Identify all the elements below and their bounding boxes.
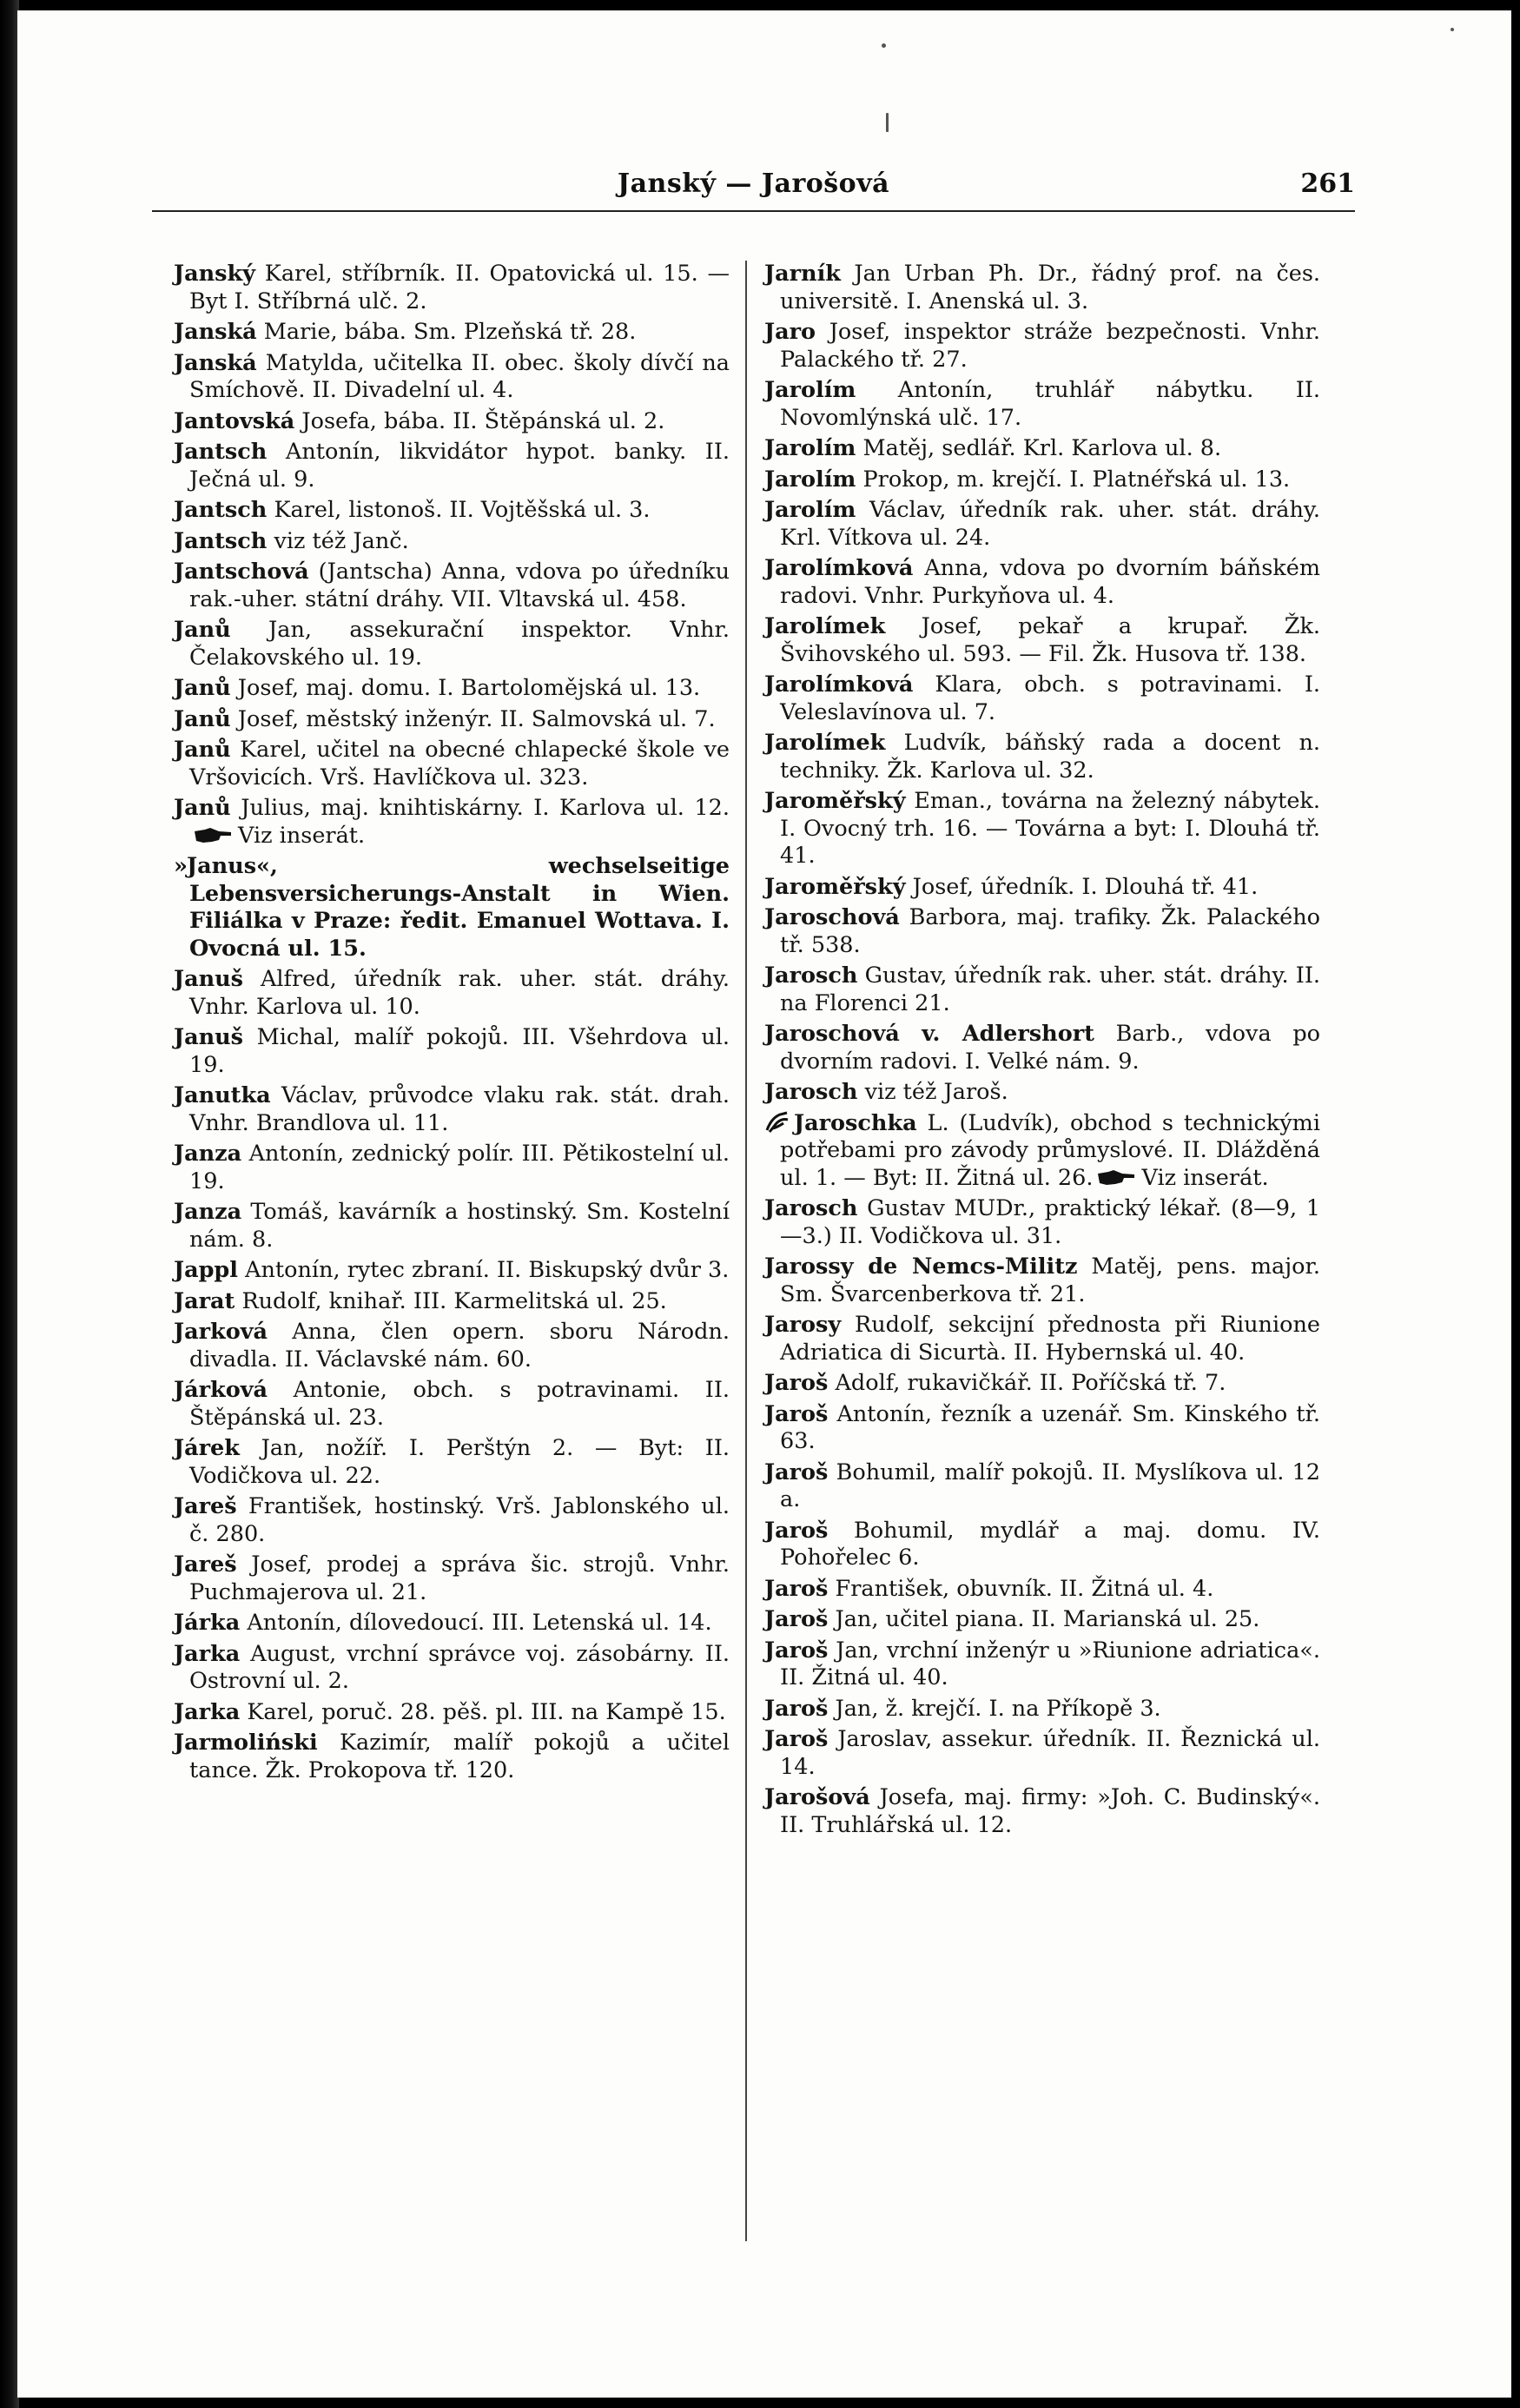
entry-details: Antonín, dílovedoucí. III. Letenská ul. 14. [247,1610,712,1636]
entry-details: Karel, poruč. 28. pěš. pl. III. na Kampě 15. [247,1698,726,1725]
directory-entry [174,1199,730,1254]
entry-details: Antonie, obch. s potravinami. II. Štěpánská ul. 23. [189,1377,730,1431]
entry-details: Josef, maj. domu. I. Bartolomějská ul. 13. [237,675,701,701]
entry-surname: Janská [174,349,257,376]
directory-entry [174,1730,730,1784]
entry-surname: Jarka [174,1640,241,1667]
entry-surname: Járková [174,1377,268,1403]
entry-surname: Jaroš [764,1726,829,1752]
entry-surname: Jaro [764,319,816,345]
directory-entry [764,1079,1320,1107]
entry-details: Anna, člen opern. sboru Národn. divadla. II. Václavské nám. 60. [189,1319,730,1373]
entry-details: Antonín, truhlář nábytku. II. Novomlýnská ulč. 17. [780,377,1321,431]
entry-surname: Jarník [764,261,841,287]
entry-surname: Jaroměřský [764,873,906,900]
entry-surname: Janza [174,1141,242,1167]
entry-details: Klara, obch. s potravinami. I. Veleslavínova ul. 7. [780,671,1320,725]
directory-entry [764,1518,1320,1572]
directory-entry [764,1606,1320,1634]
entry-details: Antonín, řezník a uzenář. Sm. Kinského tř. 63. [780,1400,1320,1454]
directory-entry [174,261,730,315]
entry-details: Jan, učitel piana. II. Marianská ul. 25. [835,1606,1260,1632]
entry-surname: Jarolím [764,466,856,493]
directory-entry [174,1024,730,1079]
entry-details: Barb., vdova po dvorním radovi. I. Velké nám. 9. [780,1021,1321,1075]
directory-entry [174,1377,730,1432]
entry-details: Matěj, pens. major. Sm. Švarcenberkova tř. 21. [780,1254,1321,1307]
entry-details: Gustav, úředník rak. uher. stát. dráhy. II. na Florenci 21. [780,963,1320,1016]
directory-entry [174,1493,730,1548]
entry-details: Josef, prodej a správa šic. strojů. Vnhr. Puchmajerova ul. 21. [189,1551,730,1605]
entry-surname: Jarosch [764,1079,858,1105]
entry-surname: Jantsch [174,527,268,554]
directory-entry [174,1699,730,1727]
directory-entry [174,795,730,850]
directory-entry [174,1257,730,1285]
entry-details: Gustav MUDr., praktický lékař. (8—9, 1—3.) II. Vodičkova ul. 31. [780,1195,1320,1249]
left-column [174,261,730,1788]
entry-surname: Janská [174,319,257,345]
entry-surname: Jaroš [764,1695,829,1722]
directory-entry [764,1195,1320,1250]
directory-entry [764,1637,1320,1692]
entry-details: Josef, pekař a krupař. Žk. Švihovského ul. 593. — Fil. Žk. Husova tř. 138. [780,613,1321,667]
directory-entry [764,1784,1320,1839]
directory-entry [174,1551,730,1606]
entry-surname: Jaroš [764,1606,829,1632]
see-advert-note: Viz inserát. [1141,1164,1269,1191]
directory-entry [764,1401,1320,1456]
directory-entry [764,466,1320,494]
entry-surname: Jarosy [764,1312,842,1338]
directory-entry [174,528,730,556]
directory-entry [174,439,730,493]
entry-details: Eman., továrna na železný nábytek. I. Ovocný trh. 16. — Továrna a byt: I. Dlouhá tř. 41. [780,788,1320,869]
directory-entry [764,377,1320,432]
entry-surname: Jaroschová v. Adlershort [764,1021,1094,1047]
directory-entry [174,350,730,405]
entry-surname: Jarolím [764,377,856,403]
entry-surname: Janů [174,617,231,643]
running-head-title: Janský — Jarošová [617,169,890,199]
entry-details: Václav, úředník rak. uher. stát. dráhy. Krl. Vítkova ul. 24. [780,497,1320,551]
entry-surname: Jantsch [174,439,268,465]
directory-entry [174,1141,730,1195]
entry-details: Josefa, bába. II. Štěpánská ul. 2. [301,407,665,434]
directory-entry [174,1641,730,1696]
entry-details: viz též Jaroš. [864,1079,1008,1105]
entry-surname: Jaroměřský [764,788,906,814]
entry-details: Josefa, maj. firmy: »Joh. C. Budinský«. II. Truhlářská ul. 12. [780,1784,1320,1838]
directory-entry [764,497,1320,552]
entry-details: Josef, městský inženýr. II. Salmovská ul. 7. [237,705,716,732]
directory-entry [174,1435,730,1490]
entry-details: Jan, vrchní inženýr u »Riunione adriatica«. II. Žitná ul. 40. [780,1637,1320,1690]
see-advert-note: Viz inserát. [238,822,366,849]
directory-entry [174,853,730,963]
pointing-hand-icon [1096,1168,1136,1187]
entry-details: Rudolf, knihař. III. Karmelitská ul. 25. [241,1287,667,1314]
entry-details: Kazimír, malíř pokojů a učitel tance. Žk. Prokopova tř. 120. [189,1730,730,1783]
entry-surname: Jarka [174,1698,241,1725]
entry-surname: Janů [174,675,231,701]
directory-entry [764,1312,1320,1366]
entry-details: Václav, průvodce vlaku rak. stát. drah. Vnhr. Brandlova ul. 11. [189,1082,730,1136]
entry-details: Antonín, likvidátor hypot. banky. II. Ječná ul. 9. [189,439,730,493]
entry-surname: Jareš [174,1493,237,1519]
directory-entry [174,966,730,1021]
entry-details: Josef, úředník. I. Dlouhá tř. 41. [912,873,1259,900]
entry-surname: Jarošová [764,1784,870,1810]
entry-details: Bohumil, mydlář a maj. domu. IV. Pohořelec 6. [780,1517,1321,1571]
entry-surname: Jarolím [764,435,856,461]
entry-details: Tomáš, kavárník a hostinský. Sm. Kostelní nám. 8. [189,1199,730,1253]
entry-surname: Jantschová [174,559,309,585]
directory-entry [764,555,1320,610]
entry-surname: Jantsch [174,497,268,523]
entry-details: Jan, assekurační inspektor. Vnhr. Čelakovského ul. 19. [189,617,730,671]
entry-details: Josef, inspektor stráže bezpečnosti. Vnhr. Palackého tř. 27. [780,319,1320,373]
entry-surname: Jarolímková [764,555,914,581]
entry-surname: Jarossy de Nemcs-Militz [764,1254,1078,1280]
entry-surname: Janský [174,261,255,287]
directory-entry [764,730,1320,784]
entry-surname: Janů [174,795,231,821]
entry-surname: Jaroš [764,1575,829,1602]
entry-details: Ludvík, báňský rada a docent n. techniky. Žk. Karlova ul. 32. [780,730,1320,784]
entry-surname: Jarolímek [764,613,886,639]
directory-entry [764,1726,1320,1781]
entry-surname: Jaroš [764,1370,829,1396]
entry-details: Adolf, rukavičkář. II. Poříčská tř. 7. [835,1370,1226,1396]
directory-entry [764,435,1320,463]
directory-entry [764,904,1320,959]
entry-surname: »Janus«, [174,853,278,879]
entry-details: Michal, malíř pokojů. III. Všehrdova ul. 19. [189,1024,730,1078]
entry-details: viz též Janč. [274,527,409,554]
entry-surname: Jaroš [764,1637,829,1664]
print-speck [882,43,886,48]
directory-entry [764,963,1320,1017]
entry-surname: Januš [174,1024,244,1050]
directory-entry [764,319,1320,374]
directory-entry [174,1288,730,1316]
entry-details: Antonín, zednický polír. III. Pětikostelní ul. 19. [189,1141,730,1194]
entry-details: wechselseitige Lebensversicherungs-Anstalt in Wien. Filiálka v Praze: ředit. Emanuel Wottava. I. Ovocná ul. 15. [189,853,730,962]
entry-surname: Jaroš [764,1517,829,1544]
right-column [764,261,1320,1842]
entry-surname: Jaroschová [764,904,900,930]
entry-details: Matěj, sedlář. Krl. Karlova ul. 8. [862,435,1222,461]
entry-details: Matylda, učitelka II. obec. školy dívčí na Smíchově. II. Divadelní ul. 4. [189,349,730,403]
directory-entry [174,737,730,791]
directory-entry [174,706,730,734]
entry-surname: Jaroš [764,1459,829,1485]
directory-entry [764,788,1320,870]
entry-details: Alfred, úředník rak. uher. stát. dráhy. Vnhr. Karlova ul. 10. [189,966,730,1020]
entry-details: Rudolf, sekcijní přednosta při Riunione Adriatica di Sicurtà. II. Hybernská ul. 40. [780,1312,1321,1366]
pointing-hand-icon [193,826,233,845]
entry-details: Prokop, m. krejčí. I. Platnéřská ul. 13. [862,466,1291,493]
directory-entry [174,497,730,525]
print-speck [886,113,889,132]
entry-details: August, vrchní správce voj. zásobárny. II. Ostrovní ul. 2. [189,1640,730,1694]
directory-entry [174,1319,730,1373]
print-speck [1451,28,1454,31]
entry-surname: Januš [174,966,244,992]
directory-entry [174,675,730,703]
telephone-mark-icon [764,1111,790,1134]
directory-entry [174,559,730,613]
directory-entry [764,671,1320,726]
entry-surname: Jarková [174,1319,268,1345]
entry-surname: Járek [174,1435,240,1461]
directory-entry [174,1082,730,1137]
entry-surname: Jantovská [174,407,295,434]
directory-entry [174,408,730,436]
entry-surname: Janutka [174,1082,271,1108]
entry-details: Jan Urban Ph. Dr., řádný prof. na čes. universitě. I. Anenská ul. 3. [780,261,1321,314]
entry-surname: Janů [174,737,231,763]
page-edge-shadow [0,0,19,2408]
entry-details: Julius, maj. knihtiskárny. I. Karlova ul. 12. [241,795,730,821]
entry-details: Karel, stříbrník. II. Opatovická ul. 15. — Byt I. Stříbrná ulč. 2. [189,261,730,314]
entry-details: Jaroslav, assekur. úředník. II. Řeznická ul. 14. [780,1726,1320,1780]
entry-details: Anna, vdova po dvorním báňském radovi. Vnhr. Purkyňova ul. 4. [780,555,1320,609]
directory-entry [764,1254,1320,1308]
entry-details: Jan, nožíř. I. Perštýn 2. — Byt: II. Vodičkova ul. 22. [189,1435,730,1489]
entry-surname: Jarosch [764,963,858,989]
entry-details: Antonín, rytec zbraní. II. Biskupský dvůr 3. [245,1257,730,1283]
page-number: 261 [1300,169,1355,199]
entry-surname: Jarosch [764,1195,858,1221]
entry-surname: Jaroš [764,1400,829,1427]
entry-details: František, obuvník. II. Žitná ul. 4. [835,1575,1214,1602]
directory-entry [764,1110,1320,1193]
entry-details: Barbora, maj. trafiky. Žk. Palackého tř. 538. [780,904,1320,958]
directory-entry [764,613,1320,668]
directory-entry [174,617,730,671]
entry-details: Bohumil, malíř pokojů. II. Myslíkova ul. 12 a. [780,1459,1320,1512]
directory-entry [764,1576,1320,1604]
directory-entry [764,1459,1320,1514]
directory-entry [764,1370,1320,1398]
directory-entry [764,261,1320,315]
column-divider [745,261,747,2241]
entry-details: (Jantscha) Anna, vdova po úředníku rak.-uher. státní dráhy. VII. Vltavská ul. 458. [189,559,730,612]
entry-surname: Jarolímková [764,671,914,698]
directory-entry [174,1610,730,1637]
directory-entry [764,1021,1320,1075]
entry-surname: Janů [174,705,231,732]
entry-details: L. (Ludvík), obchod s technickými potřebami pro závody průmyslové. II. Dlážděná ul. 1. — Byt: II. Žitná ul. 26. [780,1109,1320,1191]
entry-surname: Járka [174,1610,241,1636]
entry-surname: Jarat [174,1287,235,1314]
entry-surname: Jaroschka [794,1109,917,1136]
entry-details: František, hostinský. Vrš. Jablonského ul. č. 280. [189,1493,730,1547]
directory-entry [174,319,730,347]
entry-surname: Janza [174,1199,242,1225]
entry-details: Jan, ž. krejčí. I. na Příkopě 3. [835,1695,1161,1722]
entry-surname: Jareš [174,1551,237,1578]
entry-surname: Jarolím [764,497,856,523]
entry-surname: Jarolímek [764,730,886,756]
entry-surname: Jappl [174,1257,238,1283]
entry-surname: Jarmoliński [174,1730,318,1756]
entry-details: Karel, učitel na obecné chlapecké škole ve Vršovicích. Vrš. Havlíčkova ul. 323. [189,737,730,791]
running-header [152,165,1355,212]
directory-entry [764,1696,1320,1723]
entry-details: Karel, listonoš. II. Vojtěšská ul. 3. [274,497,651,523]
entry-details: Marie, bába. Sm. Plzeňská tř. 28. [263,319,637,345]
directory-entry [764,874,1320,902]
